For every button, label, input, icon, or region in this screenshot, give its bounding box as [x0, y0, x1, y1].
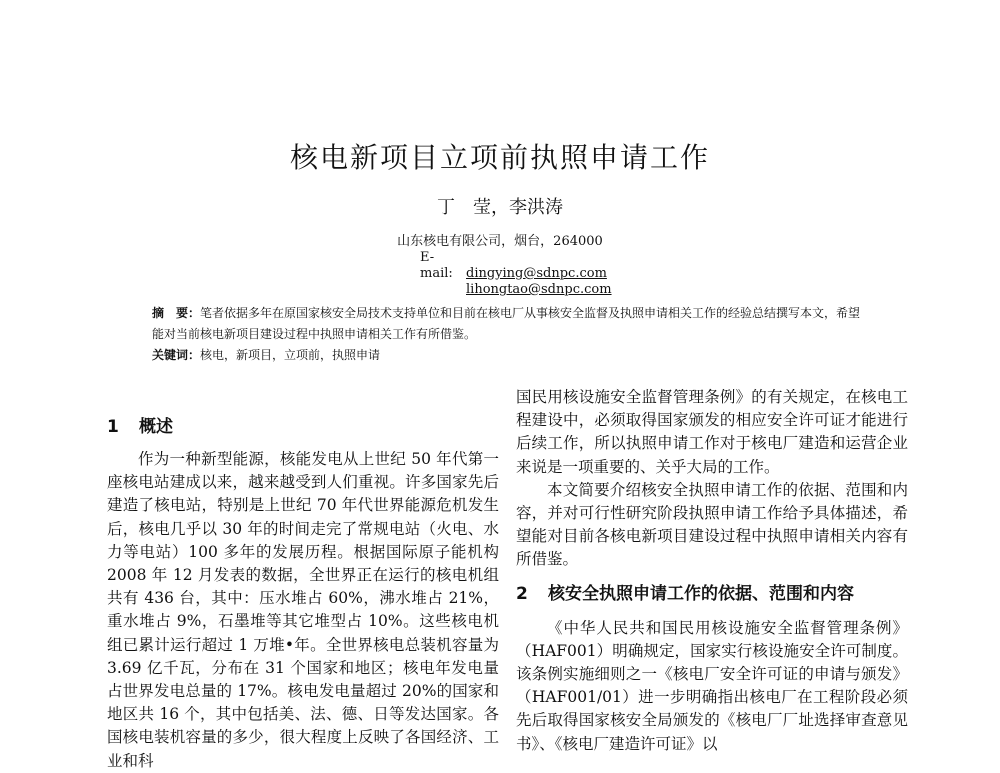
keywords-text: 核电，新项目，立项前，执照申请: [200, 348, 381, 362]
email-label: E-mail:: [420, 250, 453, 281]
section-2-paragraph: 《中华人民共和国民用核设施安全监督管理条例》（HAF001）明确规定，国家实行核设施安全许可制度。该条例实施细则之一《核电厂安全许可证的申请与颁发》（HAF001/01）进一步明确指出核电厂在工程阶段必须先后取得国家核安全局颁发的《核电厂厂址选择审查意见书》、《核电厂建造许可证》以: [516, 618, 908, 753]
left-column: [107, 413, 499, 773]
abstract: [152, 303, 872, 345]
email-block: [420, 250, 680, 298]
paper-affiliation: 山东核电有限公司，烟台，264000: [397, 234, 603, 249]
paper-authors: 丁 莹，李洪涛: [437, 197, 563, 218]
email-link-2[interactable]: lihongtao@sdnpc.com: [466, 282, 612, 297]
right-column: [516, 386, 908, 756]
continued-paragraph: 国民用核设施安全监督管理条例》的有关规定，在核电工程建设中，必须取得国家颁发的相应安全许可证才能进行后续工作，所以执照申请工作对于核电厂建造和运营企业来说是一项重要的、关乎大局的工作。: [516, 388, 908, 476]
paper-title: 核电新项目立项前执照申请工作: [289, 141, 710, 174]
section-1-number: 1: [107, 417, 119, 437]
abstract-text: 笔者依据多年在原国家核安全局技术支持单位和目前在核电厂从事核安全监督及执照申请相关工作的经验总结撰写本文，希望能对当前核电新项目建设过程中执照申请相关工作有所借鉴。: [152, 306, 861, 341]
section-2-number: 2: [516, 583, 528, 604]
keywords-label: 关键词：: [152, 348, 201, 362]
section-1-heading: [107, 413, 499, 442]
email-link-1[interactable]: dingying@sdnpc.com: [466, 266, 607, 281]
section-1-paragraph: 作为一种新型能源，核能发电从上世纪 50 年代第一座核电站建成以来，越来越受到人们重视。许多国家先后建造了核电站，特别是上世纪 70 年代世界能源危机发生后，核电几乎以 30 年的时间走完了常规电站（火电、水力等电站）100 多年的发展历程。根据国际原子能机构 2008 年 12 月发表的数据，全世界正在运行的核电机组共有 436 台，其中：压水堆占 60%，沸水堆占 21%，重水堆占 9%，石墨堆等其它堆型占 10%。这些核电机组已累计运行超过 1 万堆•年。全世界核电总装机容量为 3.69 亿千瓦，分布在 31 个国家和地区；核电年发电量占世界发电总量的 17%。核电发电量超过 20%的国家和地区共 16 个，其中包括美、法、德、日等发达国家。各国核电装机容量的多少，很大程度上反映了各国经济、工业和科: [107, 450, 499, 770]
section-2-heading: [516, 580, 908, 609]
section-2-title: 核安全执照申请工作的依据、范围和内容: [548, 583, 854, 604]
keywords: [152, 346, 872, 364]
section-1-title: 概述: [139, 417, 173, 437]
intro-paragraph-2: 本文简要介绍核安全执照申请工作的依据、范围和内容，并对可行性研究阶段执照申请工作给予具体描述，希望能对目前各核电新项目建设过程中执照申请相关内容有所借鉴。: [516, 480, 908, 569]
abstract-label: 摘 要：: [152, 306, 201, 320]
